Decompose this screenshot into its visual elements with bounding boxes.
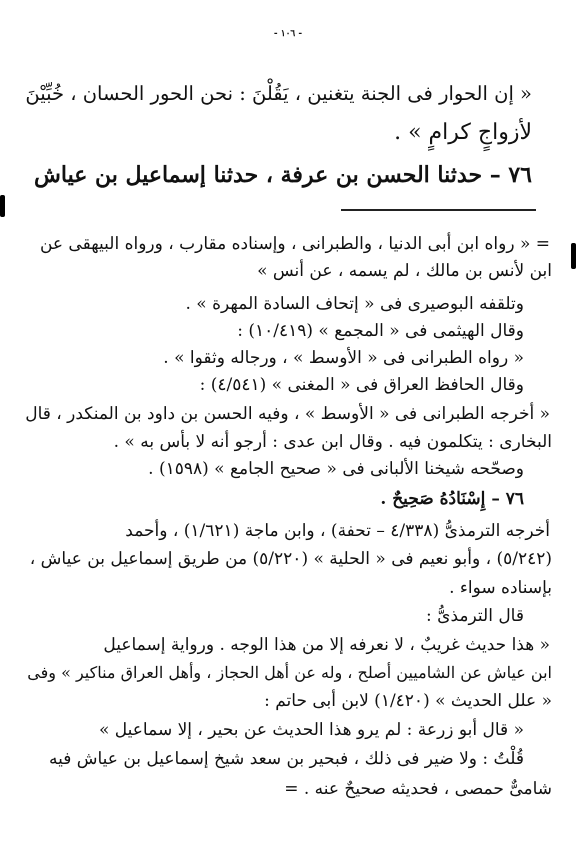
main-text-line-1: « إن الحوار فى الجنة يتغنين ، يَقُلْنَ : نحن الحور الحسان ، خُبِّيْنَ — [25, 82, 532, 105]
footnote-76-heading: ٧٦ – إِسْنَادُهُ صَحِيحٌ . — [380, 489, 524, 509]
footnote-divider — [341, 209, 536, 211]
footnote-line: وقال الحافظ العراق فى « المغنى » (٤/٥٤١) : — [199, 375, 524, 395]
footnote-line: وصحّحه شيخنا الألبانى فى « صحيح الجامع » (١٥٩٨) . — [148, 459, 524, 479]
footnote-line: أخرجه الترمذىُّ (٤/٣٣٨ – تحفة) ، وابن ماجة (١/٦٢١) ، وأحمد — [125, 521, 550, 541]
footnote-line: = « رواه ابن أبى الدنيا ، والطبرانى ، وإسناده مقارب ، ورواه البيهقى عن — [39, 234, 550, 254]
footnote-line: ابن لأنس بن مالك ، لم يسمه ، عن أنس » — [257, 261, 552, 281]
scan-edge-mark — [0, 195, 5, 217]
footnote-line: (٥/٢٤٢) ، وأبو نعيم فى « الحلية » (٥/٢٢٠) من طريق إسماعيل بن عياش ، — [29, 549, 552, 569]
hadith-76-heading: ٧٦ – حدثنا الحسن بن عرفة ، حدثنا إسماعيل بن عياش — [34, 162, 532, 188]
main-text-line-2: لأزواجٍ كرامٍ » . — [394, 120, 532, 145]
scan-edge-mark — [571, 243, 576, 269]
footnote-line: « قال أبو زرعة : لم يرو هذا الحديث عن بحير ، إلا سماعيل » — [98, 720, 524, 740]
footnote-line: قُلْتُ : ولا ضير فى ذلك ، فبحير بن سعد شيخ إسماعيل بن عياش فيه — [48, 749, 524, 769]
footnote-line: شامىٌّ حمصى ، فحديثه صحيحٌ عنه . = — [284, 779, 552, 799]
footnote-line: « رواه الطبرانى فى « الأوسط » ، ورجاله وثقوا » . — [163, 348, 524, 368]
footnote-line: قال الترمذىُّ : — [426, 606, 524, 626]
footnote-line: « علل الحديث » (١/٤٢٠) لابن أبى حاتم : — [264, 691, 552, 711]
footnote-line: البخارى : يتكلمون فيه . وقال ابن عدى : أرجو أنه لا بأس به » . — [113, 432, 552, 452]
footnote-line: « هذا حديث غريبٌ ، لا نعرفه إلا من هذا الوجه . ورواية إسماعيل — [103, 635, 550, 655]
page-number: - ١٠٦ - — [273, 29, 303, 39]
footnote-line: وتلقفه البوصيرى فى « إتحاف السادة المهرة » . — [185, 294, 524, 314]
footnote-line: وقال الهيثمى فى « المجمع » (١٠/٤١٩) : — [237, 321, 524, 341]
footnote-line: « أخرجه الطبرانى فى « الأوسط » ، وفيه الحسن بن داود بن المنكدر ، قال — [25, 404, 550, 424]
footnote-line: بإسناده سواء . — [449, 578, 552, 598]
footnote-line: ابن عياش عن الشاميين أصلح ، وله عن أهل الحجاز ، وأهل العراق مناكير » وفى — [27, 663, 552, 682]
